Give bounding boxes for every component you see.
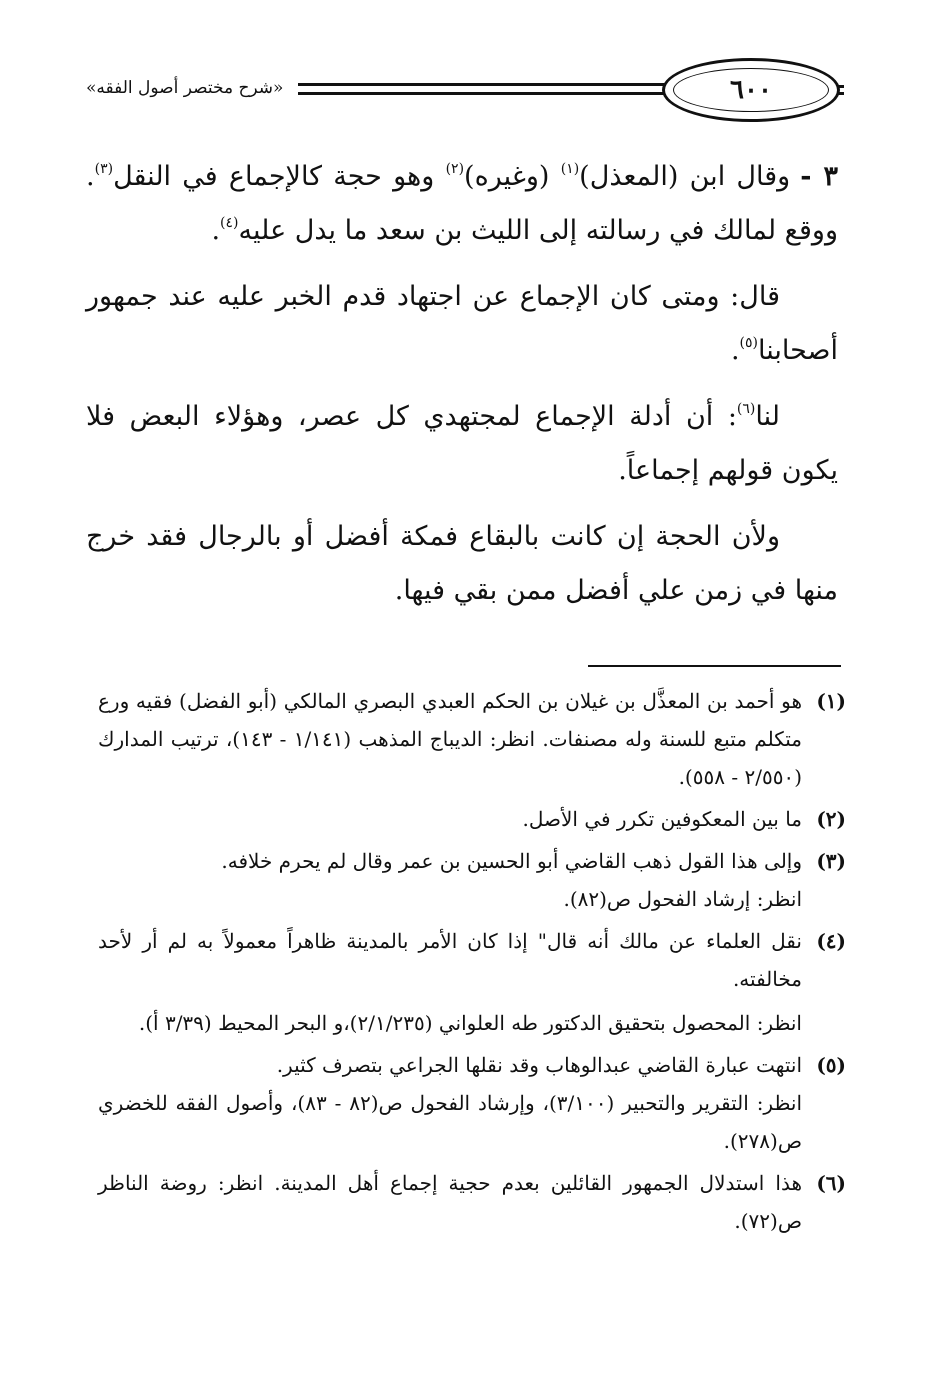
page-header — [86, 52, 834, 122]
text-run: قال: ومتى كان الإجماع عن اجتهاد قدم الخبر عليه عند جمهور أصحابنا — [86, 281, 838, 366]
text-run: . — [211, 215, 221, 246]
running-title: «شرح مختصر أصول الفقه» — [86, 78, 284, 98]
footnote-text: انظر: التقرير والتحبير (٣/١٠٠)، وإرشاد الفحول ص(٨٢ - ٨٣)، وأصول الفقه للخضري ص(٢٧٨). — [98, 1091, 803, 1153]
footnote-ref: (٦) — [736, 401, 756, 417]
footnote-number: (٦) — [816, 1171, 846, 1195]
paragraph — [86, 270, 838, 378]
text-run: . ووقع لمالك في رسالته إلى الليث بن سعد ما يدل عليه — [86, 161, 838, 246]
paragraph — [86, 390, 838, 498]
footnote — [98, 1046, 846, 1160]
footnote-text: نقل العلماء عن مالك أنه قال" إذا كان الأمر بالمدينة ظاهراً معمولاً به لم أر لأحد مخالفته. — [98, 929, 802, 991]
page-number-badge — [662, 58, 840, 122]
paragraph — [86, 150, 838, 258]
text-run: لنا — [755, 401, 780, 432]
footnote-number: (٣) — [816, 849, 846, 873]
footnote — [98, 842, 846, 918]
footnote-text: انتهت عبارة القاضي عبدالوهاب وقد نقلها الجراعي بتصرف كثير. — [276, 1053, 802, 1077]
footnote-number: (٢) — [816, 807, 846, 831]
footnote-number: (٤) — [816, 929, 846, 953]
footnote-text: هو أحمد بن المعذَّل بن غيلان بن الحكم العبدي البصري المالكي (أبو الفضل) فقيه ورع متكلم متبع للسنة وله مصنفات. انظر: الديباج المذهب (١/١٤١ - ١٤٣)، ترتيب المدارك (٢/٥٥٠ - ٥٥٨). — [98, 689, 802, 789]
paragraph: ولأن الحجة إن كانت بالبقاع فمكة أفضل أو بالرجال فقد خرج منها في زمن علي أفضل ممن بقي فيها. — [86, 521, 838, 606]
footnote-text: هذا استدلال الجمهور القائلين بعدم حجية إجماع أهل المدينة. انظر: روضة الناظر ص(٧٢). — [98, 1171, 802, 1233]
footnote-ref: (٢) — [445, 161, 465, 177]
text-run: وهو حجة كالإجماع في النقل — [113, 161, 446, 192]
main-text — [86, 150, 838, 630]
text-run: : أن أدلة الإجماع لمجتهدي كل عصر، وهؤلاء البعض فلا يكون قولهم إجماعاً. — [86, 401, 838, 486]
footnotes — [98, 682, 846, 1244]
footnote-ref: (٣) — [94, 161, 114, 177]
text-run: (وغيره) — [464, 161, 561, 192]
footnote-divider — [588, 665, 841, 667]
text-run: وقال ابن (المعذل) — [579, 161, 791, 192]
footnote — [98, 1164, 846, 1240]
footnote-number: (١) — [816, 689, 846, 713]
footnote-text: وإلى هذا القول ذهب القاضي أبو الحسين بن عمر وقال لم يحرم خلافه. — [221, 849, 802, 873]
item-number: ٣ - — [800, 161, 839, 192]
footnote-ref: (١) — [560, 161, 580, 177]
footnote — [98, 682, 846, 796]
page-number: ٦٠٠ — [730, 75, 772, 105]
footnote-text: ما بين المعكوفين تكرر في الأصل. — [522, 807, 802, 831]
footnote-number: (٥) — [816, 1053, 846, 1077]
footnote-ref: (٤) — [220, 215, 239, 231]
footnote-ref: (٥) — [739, 335, 759, 351]
footnote — [98, 922, 846, 1042]
footnote-text: انظر: إرشاد الفحول ص(٨٢). — [563, 887, 802, 911]
footnote-text: انظر: المحصول بتحقيق الدكتور طه العلواني (٢/١/٢٣٥)،و البحر المحيط (٣/٣٩ أ). — [138, 1011, 802, 1035]
text-run: . — [730, 335, 740, 366]
footnote — [98, 800, 846, 838]
